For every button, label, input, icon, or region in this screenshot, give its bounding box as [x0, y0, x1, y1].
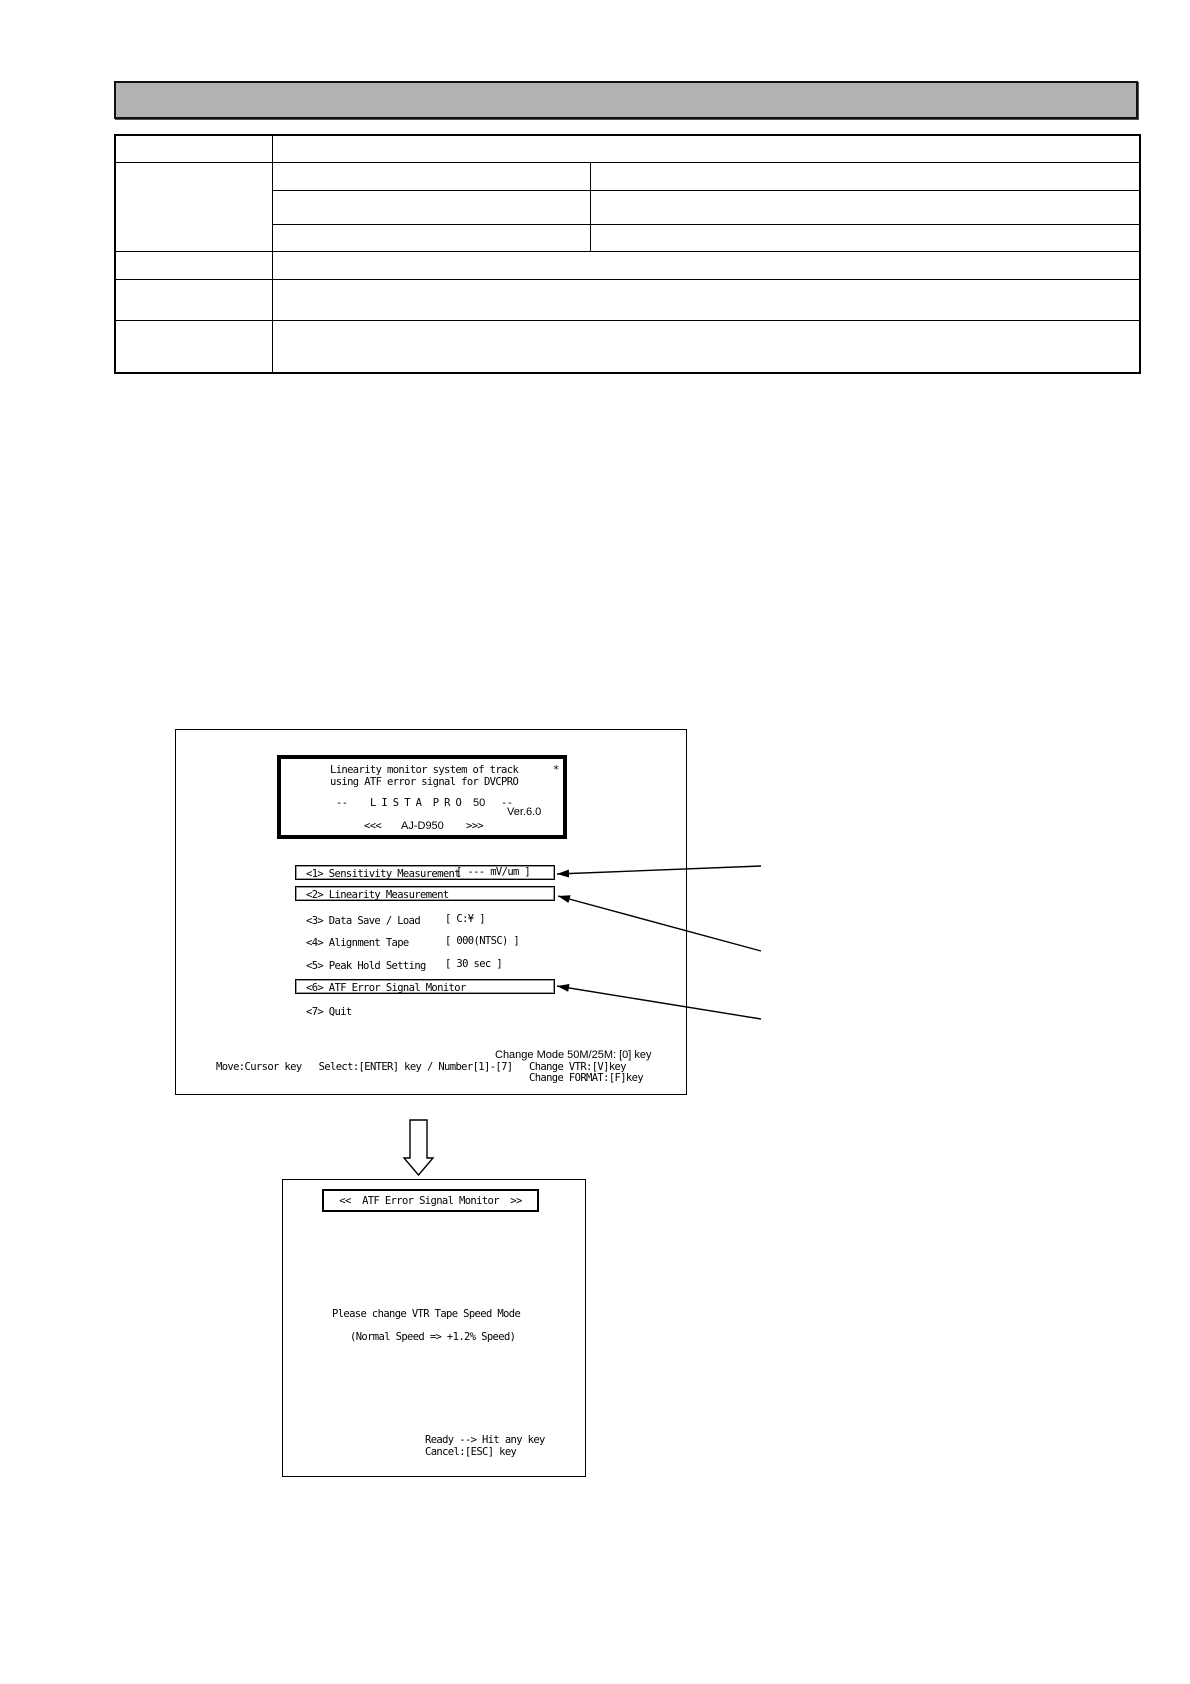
model-open: <<<: [364, 820, 382, 832]
menu-item-sensitivity: [295, 865, 555, 880]
table-row: [115, 135, 1140, 162]
table-row: [115, 162, 1140, 190]
table-cell: [272, 162, 590, 190]
table-cell: [272, 135, 1140, 162]
table-cell: [590, 224, 1140, 251]
menu-item-label: <1> Sensitivity Measurement: [306, 868, 460, 880]
menu-item-value: [ 30 sec ]: [445, 958, 503, 970]
down-arrow-icon: [404, 1120, 433, 1175]
menu-item-alignment-tape: [295, 934, 555, 949]
cancel-hint: Cancel:[ESC] key: [425, 1446, 517, 1458]
menu-item-data-save: [295, 912, 555, 927]
menu-item-label: <7> Quit: [306, 1006, 352, 1018]
table-cell: [272, 320, 1140, 373]
prompt-line-2: (Normal Speed => +1.2% Speed): [350, 1331, 516, 1343]
product-number: 50: [473, 797, 486, 809]
menu-item-linearity: [295, 886, 555, 901]
menu-item-value: [ C:¥ ]: [445, 913, 485, 925]
atf-title-box: [322, 1189, 539, 1212]
table-cell: [272, 279, 1140, 320]
mode-hint: Change Mode 50M/25M: [0] key: [495, 1049, 652, 1061]
menu-item-quit: [295, 1003, 555, 1018]
banner-dash-left: --: [336, 797, 348, 809]
menu-item-label: <2> Linearity Measurement: [306, 889, 449, 901]
atf-title: << ATF Error Signal Monitor >>: [339, 1195, 522, 1207]
table-cell: [272, 251, 1140, 279]
menu-item-peak-hold: [295, 957, 555, 972]
table-cell: [115, 251, 272, 279]
spec-table: [114, 134, 1141, 374]
menu-item-value: [ 000(NTSC) ]: [445, 935, 520, 947]
menu-item-label: <6> ATF Error Signal Monitor: [306, 982, 466, 994]
format-hint: Change FORMAT:[F]key: [529, 1072, 644, 1084]
menu-item-atf-monitor: [295, 979, 555, 994]
table-cell: [115, 279, 272, 320]
model-name: AJ-D950: [401, 820, 444, 832]
atf-monitor-screen: [282, 1179, 586, 1477]
table-cell: [115, 320, 272, 373]
main-menu-screen: [175, 729, 687, 1095]
table-row: [115, 320, 1140, 373]
model-close: >>>: [466, 820, 484, 832]
table-cell: [115, 135, 272, 162]
menu-item-value: [ --- mV/um ]: [456, 866, 531, 878]
table-row: [115, 279, 1140, 320]
menu-item-label: <3> Data Save / Load: [306, 915, 421, 927]
vtr-hint: Change VTR:[V]key: [529, 1061, 626, 1073]
banner-line-1: Linearity monitor system of track: [330, 764, 519, 776]
table-cell: [590, 190, 1140, 224]
menu-item-label: <5> Peak Hold Setting: [306, 960, 426, 972]
table-cell: [115, 162, 272, 251]
section-header-bar: [114, 81, 1138, 119]
banner-marker: *: [553, 764, 559, 776]
table-cell: [272, 190, 590, 224]
prompt-line-1: Please change VTR Tape Speed Mode: [332, 1308, 521, 1320]
menu-item-label: <4> Alignment Tape: [306, 937, 409, 949]
product-name: L I S T A P R O: [370, 797, 462, 809]
table-cell: [272, 224, 590, 251]
table-row: [115, 251, 1140, 279]
nav-hint: Move:Cursor key Select:[ENTER] key / Number[1]-[7]: [216, 1061, 513, 1073]
banner-dash-right: --: [501, 797, 513, 809]
version-label: Ver.6.0: [507, 806, 542, 818]
program-banner: [277, 755, 567, 839]
ready-hint: Ready --> Hit any key: [425, 1434, 545, 1446]
table-cell: [590, 162, 1140, 190]
banner-line-2: using ATF error signal for DVCPRO: [330, 776, 519, 788]
